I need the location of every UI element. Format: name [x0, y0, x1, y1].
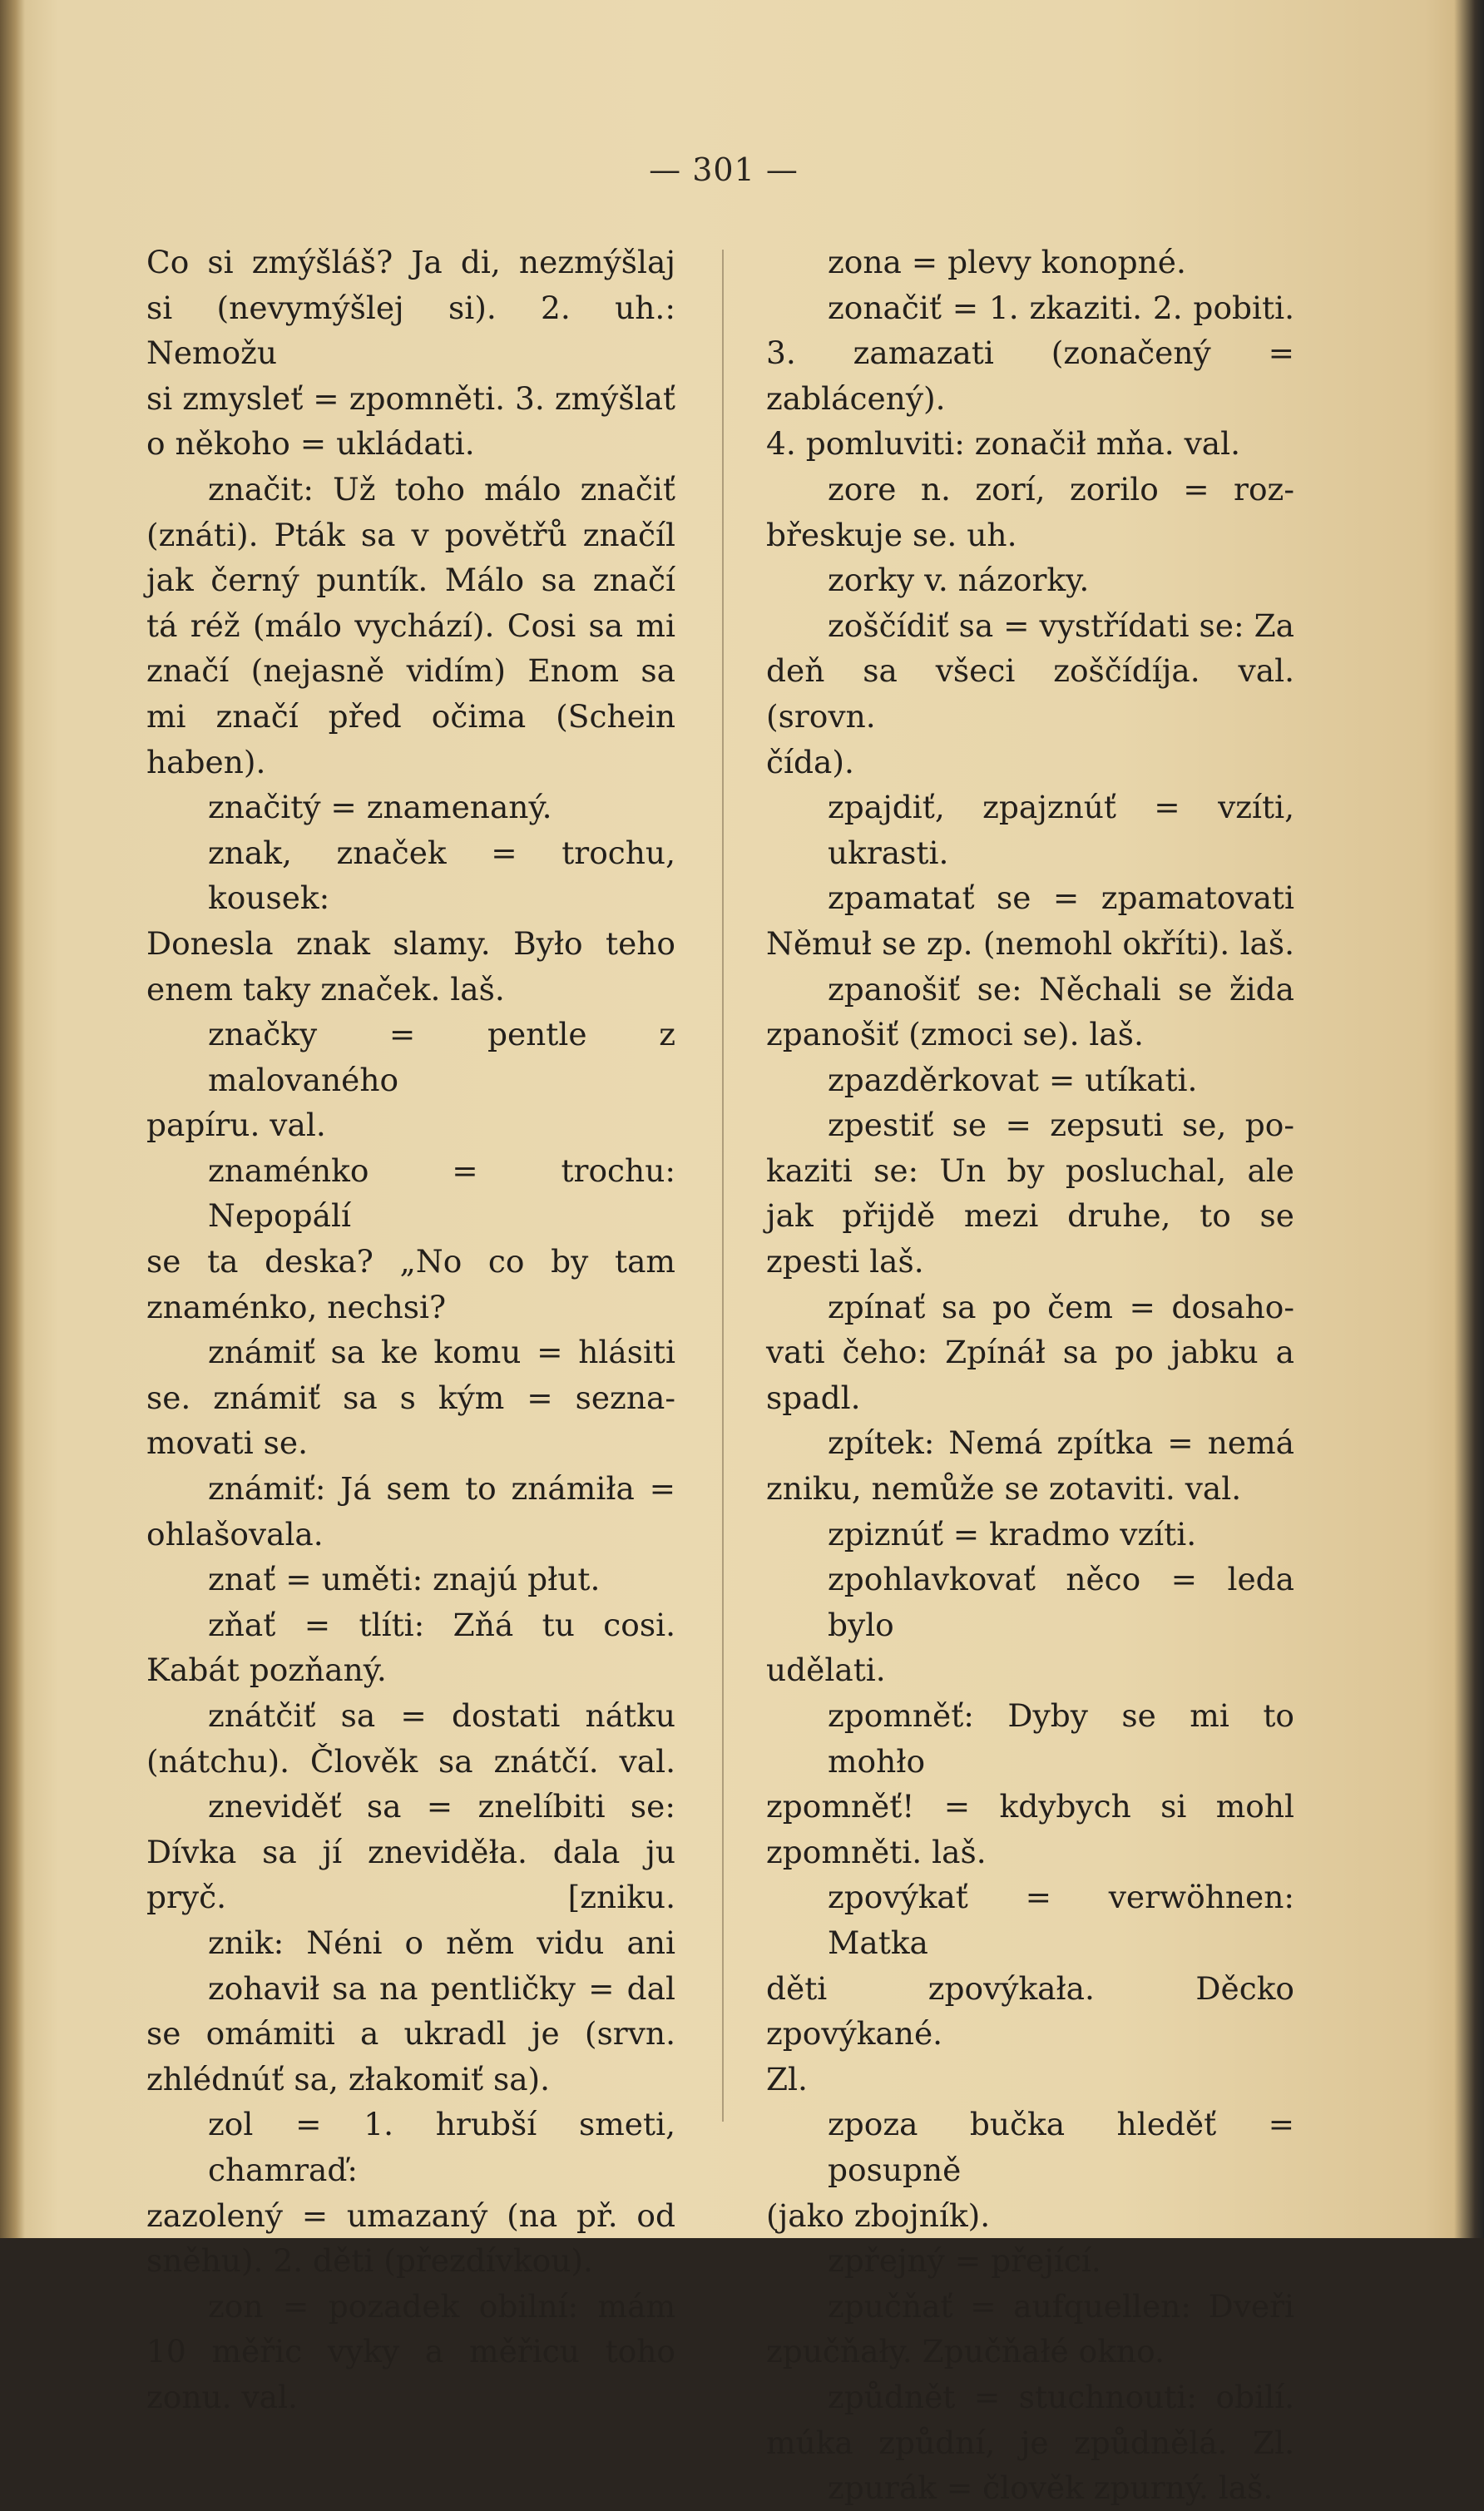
text-line: zpoza bučka hleděť = posupně [828, 2106, 1294, 2188]
page-gutter [0, 0, 25, 2238]
text-line: papíru. val. [146, 1107, 326, 1144]
text-line: Dívka sa jí zneviděła. dala ju [146, 1833, 675, 1870]
text-line: tá réž (málo vychází). Cosi sa mi [146, 607, 675, 644]
text-line: zpohlavkovať něco = leda bylo [828, 1561, 1294, 1643]
text-line: deň sa všeci zoščídíja. val. (srovn. [766, 652, 1294, 735]
page-number: — 301 — [649, 151, 799, 188]
text-line: značí (nejasně vidím) Enom sa [146, 652, 675, 690]
text-line: zonačiť = 1. zkaziti. 2. pobiti. [828, 289, 1294, 326]
text-line: zore n. zorí, zorilo = roz- [828, 470, 1294, 508]
text-line: se omámiti a ukradl je (srvn. [146, 2015, 675, 2053]
text-line: enem taky značek. laš. [146, 970, 505, 1008]
text-line: zpesti laš. [766, 1243, 924, 1280]
text-line: znak, značek = trochu, kousek: [208, 834, 675, 917]
page-edge [1454, 0, 1484, 2238]
text-line: znátčiť sa = dostati nátku [208, 1697, 675, 1734]
text-line: zneviděť sa = znelíbiti se: [208, 1788, 675, 1825]
text-line: jak černý puntík. Málo sa značí [146, 562, 675, 599]
text-line: zpajdiť, zpajznúť = vzíti, ukrasti. [828, 789, 1294, 871]
text-line: znať = uměti: znajú płut. [208, 1561, 601, 1598]
text-line: zpučňať = aufquellen: Dveři [828, 2287, 1294, 2325]
text-line: zniku, nemůže se zotaviti. val. [766, 1470, 1242, 1508]
text-line: se ta deska? „No co by tam [146, 1243, 675, 1280]
text-line: Donesla znak slamy. Było teho [146, 924, 675, 962]
text-line: zpurák = člověk zpurný. laš. [828, 2469, 1274, 2507]
text-line: Kabát pozňaný. [146, 1652, 387, 1689]
left-column [146, 240, 675, 2420]
text-line: zpomněť! = kdybych si mohl [766, 1788, 1294, 1825]
text-line: zon = pozadek obilní: mám [208, 2287, 675, 2325]
text-line: pryč. [zniku. [146, 1879, 675, 1916]
text-line: zpanošiť se: Něchali se žida [828, 970, 1294, 1008]
text-line: o někoho = ukládati. [146, 425, 475, 463]
text-line: značky = pentle z malovaného [208, 1016, 675, 1098]
text-line: zazolený = umazaný (na př. od [146, 2197, 675, 2234]
text-line: značit: Už toho málo značiť [208, 470, 675, 508]
text-line: zohavił sa na pentličky = dal [208, 1969, 675, 2007]
text-line: múka způdní, je způdnělá. Zl. [766, 2424, 1294, 2461]
text-line: zpazděrkovat = utíkati. [828, 1061, 1198, 1098]
text-line: (jako zbojník). [766, 2197, 991, 2234]
text-line: zňať = tlíti: Zňá tu cosi. [208, 1606, 675, 1643]
text-line: břeskuje se. uh. [766, 516, 1017, 553]
text-line: zpiznúť = kradmo vzíti. [828, 1515, 1197, 1553]
text-line: vati čeho: Zpínáł sa po jabku a [766, 1334, 1294, 1371]
text-line: 10 měřic vyky a měřicu toho [146, 2333, 675, 2370]
text-line: si zmysleť = zpomněti. 3. zmýšlať [146, 379, 675, 417]
text-line: značitý = znamenaný. [208, 789, 552, 826]
text-line: znik: Néni o něm vidu ani [208, 1924, 675, 1961]
text-line: zhlédnúť sa, złakomiť sa). [146, 2060, 551, 2097]
text-line: kaziti se: Un by posluchal, ale [766, 1151, 1294, 1189]
text-line: Zl. [766, 2060, 808, 2097]
right-column [766, 240, 1294, 2511]
text-line: sněhu). 2. děti (přezdívkou). [146, 2242, 593, 2280]
text-line: čída). [766, 743, 854, 780]
text-line: zona = plevy konopné. [828, 244, 1186, 280]
text-line: mi značí před očima (Schein haben). [146, 697, 675, 780]
text-line: způdnět = stuchnouti: obilí. [828, 2378, 1294, 2415]
text-line: si (nevymýšlej si). 2. uh.: Nemožu [146, 289, 675, 372]
text-line: zpestiť se = zepsuti se, po- [828, 1107, 1294, 1144]
text-line: Co si zmýšláš? Ja di, nezmýšlaj [146, 244, 675, 280]
text-line: Němuł se zp. (nemohl okříti). laš. [766, 924, 1294, 962]
text-line: movati se. [146, 1424, 309, 1462]
text-line: zpamatať se = zpamatovati [828, 879, 1294, 917]
text-line: (nátchu). Člověk sa znátčí. val. [146, 1742, 675, 1780]
text-line: zpítek: Nemá zpítka = nemá [828, 1424, 1294, 1462]
text-line: zoščídiť sa = vystřídati se: Za [828, 607, 1294, 644]
text-line: ohlašovala. [146, 1515, 324, 1553]
text-line: se. známiť sa s kým = sezna- [146, 1379, 675, 1416]
text-line: zpučňały. Zpučňałé okno. [766, 2333, 1165, 2370]
text-line: jak přijdě mezi druhe, to se [766, 1197, 1294, 1235]
text-line: 4. pomluviti: zonačił mňa. val. [766, 425, 1241, 463]
text-line: zonu. val. [146, 2378, 298, 2415]
text-line: (znáti). Pták sa v povětřů značíl [146, 516, 675, 553]
text-line: spadl. [766, 1379, 861, 1416]
text-line: zpomněti. laš. [766, 1833, 987, 1870]
text-line: znaménko = trochu: Nepopálí [208, 1151, 675, 1235]
text-line: zpovýkať = verwöhnen: Matka [828, 1879, 1294, 1961]
text-line: děti zpovýkała. Děcko zpovýkané. [766, 1969, 1294, 2053]
text-line: známiť sa ke komu = hlásiti [208, 1334, 675, 1371]
text-line: zol = 1. hrubší smeti, chamraď: [208, 2106, 675, 2188]
column-divider [722, 250, 724, 2122]
text-line: známiť: Já sem to známiła = [208, 1470, 675, 1508]
text-line: zpínať sa po čem = dosaho- [828, 1288, 1294, 1325]
text-line: zpomněť: Dyby se mi to mohło [828, 1697, 1294, 1780]
text-line: zpřejný = přející. [828, 2242, 1101, 2280]
text-line: udělati. [766, 1652, 886, 1689]
text-line: 3. zamazati (zonačený = zablácený). [766, 334, 1294, 417]
text-line: zorky v. názorky. [828, 562, 1090, 599]
text-line: znaménko, nechsi? [146, 1288, 447, 1325]
text-line: zpanošiť (zmoci se). laš. [766, 1016, 1144, 1053]
